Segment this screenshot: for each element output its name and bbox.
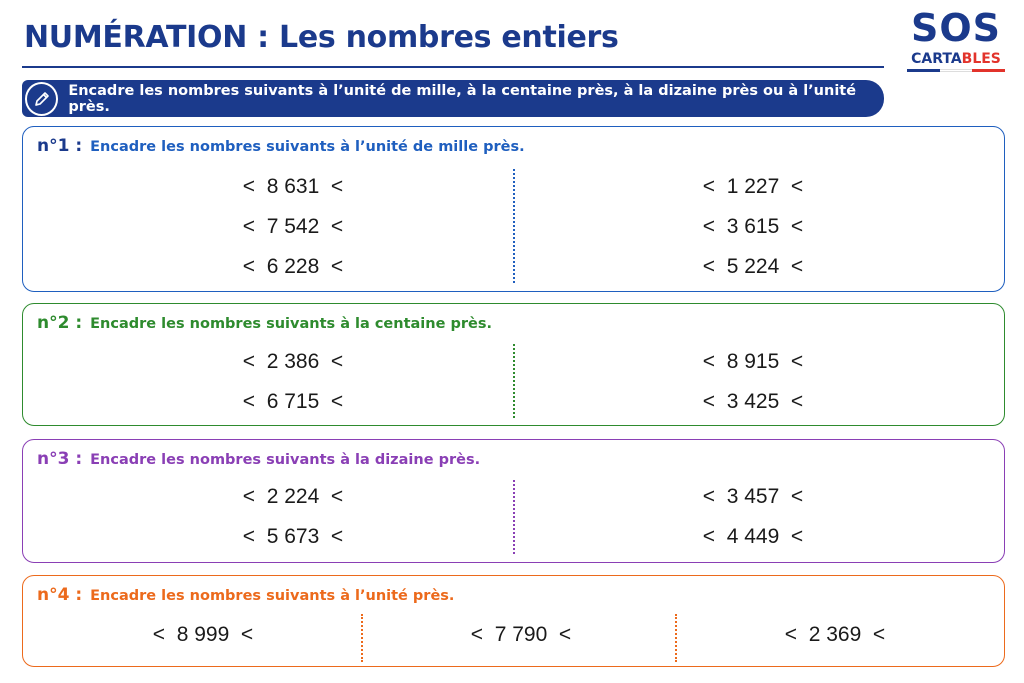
title-underline <box>22 66 884 68</box>
exercise-1-right-item-2[interactable]: < 3 615 < <box>702 215 804 238</box>
exercise-3-left-item-2[interactable]: < 5 673 < <box>242 525 344 548</box>
exercise-4-item-2[interactable]: < 7 790 < <box>470 623 572 646</box>
exercise-2-heading <box>37 313 492 333</box>
exercise-1-right-item-1[interactable]: < 1 227 < <box>702 175 804 198</box>
exercise-1-left-item-2[interactable]: < 7 542 < <box>242 215 344 238</box>
instruction-banner <box>22 80 884 117</box>
exercise-1-left-item-1[interactable]: < 8 631 < <box>242 175 344 198</box>
exercise-3-number: n°3 : <box>37 449 83 469</box>
exercise-2-left-item-2[interactable]: < 6 715 < <box>242 390 344 413</box>
exercise-4-number: n°4 : <box>37 585 83 605</box>
exercise-2-divider <box>513 344 515 418</box>
exercise-2-right-item-1[interactable]: < 8 915 < <box>702 350 804 373</box>
flag-white <box>940 69 973 72</box>
flag-red <box>972 69 1005 72</box>
exercise-2-right-item-2[interactable]: < 3 425 < <box>702 390 804 413</box>
logo-flag-stripe <box>907 69 1005 72</box>
exercise-2-instruction: Encadre les nombres suivants à la centaine près. <box>90 316 492 332</box>
exercise-4-heading <box>37 585 454 605</box>
exercise-2-number: n°2 : <box>37 313 83 333</box>
pencil-icon <box>25 82 58 116</box>
exercise-3-left-item-1[interactable]: < 2 224 < <box>242 485 344 508</box>
logo-bottom-text: CARTABLES <box>911 51 1001 67</box>
flag-blue <box>907 69 940 72</box>
exercise-3-right-item-1[interactable]: < 3 457 < <box>702 485 804 508</box>
exercise-3-box <box>22 439 1005 563</box>
exercise-2-box <box>22 303 1005 426</box>
page-title: NUMÉRATION : Les nombres entiers <box>24 20 619 55</box>
exercise-4-divider-1 <box>361 614 363 662</box>
exercise-3-instruction: Encadre les nombres suivants à la dizaine près. <box>90 452 481 468</box>
exercise-1-number: n°1 : <box>37 136 83 156</box>
exercise-1-heading <box>37 136 525 156</box>
exercise-4-item-1[interactable]: < 8 999 < <box>152 623 254 646</box>
exercise-1-box <box>22 126 1005 292</box>
exercise-3-divider <box>513 480 515 554</box>
exercise-4-box <box>22 575 1005 667</box>
exercise-4-instruction: Encadre les nombres suivants à l’unité près. <box>90 588 455 604</box>
exercise-1-instruction: Encadre les nombres suivants à l’unité de mille près. <box>90 139 525 155</box>
exercise-1-divider <box>513 169 515 283</box>
logo-top-text: SOS <box>910 6 1002 50</box>
exercise-1-right-item-3[interactable]: < 5 224 < <box>702 255 804 278</box>
exercise-2-left-item-1[interactable]: < 2 386 < <box>242 350 344 373</box>
banner-text: Encadre les nombres suivants à l’unité de mille, à la centaine près, à la dizaine près ou à l’unité près. <box>68 82 857 115</box>
exercise-3-right-item-2[interactable]: < 4 449 < <box>702 525 804 548</box>
exercise-4-item-3[interactable]: < 2 369 < <box>784 623 886 646</box>
exercise-4-divider-2 <box>675 614 677 662</box>
sos-cartables-logo[interactable] <box>903 6 1009 80</box>
exercise-1-left-item-3[interactable]: < 6 228 < <box>242 255 344 278</box>
exercise-3-heading <box>37 449 480 469</box>
